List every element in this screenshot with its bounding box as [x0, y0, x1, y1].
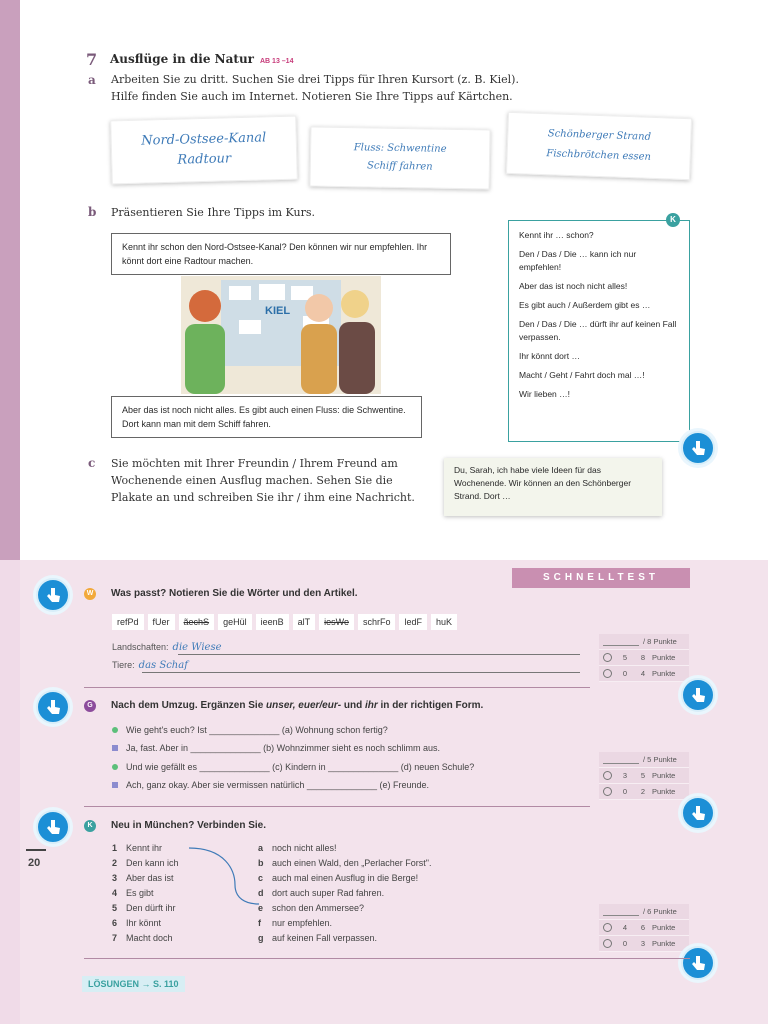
match-letter: a [258, 843, 264, 853]
word-tile: ledF [399, 614, 427, 630]
illustration-people-poster [181, 276, 381, 394]
score-row-total [599, 904, 689, 920]
match-text: schon den Ammersee? [272, 903, 365, 913]
task-letter-c: c [88, 456, 96, 470]
speech-bubble-bottom: Aber das ist noch nicht alles. Es gibt auch einen Fluss: die Schwentine. Dort kann man mit dem Schiff fahren. [111, 396, 422, 438]
task-a-line1: Arbeiten Sie zu dritt. Suchen Sie drei Tipps für Ihren Kursort (z. B. Kiel). [111, 73, 519, 86]
match-right-item [258, 886, 431, 901]
speaker-a-bullet-icon [112, 727, 118, 733]
task2-title [111, 700, 483, 711]
touch-hand-icon[interactable] [681, 946, 715, 980]
exercise-number: 7 [86, 50, 98, 69]
score-row-low [599, 666, 689, 682]
match-left-item [112, 856, 179, 871]
score-total: / 5 [643, 755, 652, 764]
match-text: Es gibt [126, 888, 154, 898]
tip-card-2-line2: Schiff fahren [366, 160, 433, 173]
match-number: 7 [112, 933, 118, 943]
illustration-svg [181, 276, 381, 394]
score-range-to: 3 [640, 939, 646, 948]
score-range-to: 2 [640, 787, 646, 796]
match-left-item [112, 886, 179, 901]
score-row-low [599, 784, 689, 800]
landscapes-label: Landschaften: [112, 642, 169, 652]
match-number: 4 [112, 888, 118, 898]
score-word: Punkte [652, 923, 676, 932]
word-tile: huK [431, 614, 457, 630]
score-word: Punkte [652, 653, 676, 662]
task-c-line3: Plakate an und schreiben Sie ihr / ihm eine Nachricht. [111, 491, 415, 504]
phrase-item: Wir lieben …! [519, 389, 571, 399]
phrase-item: Aber das ist noch nicht alles! [519, 281, 628, 291]
page-number-rule [26, 849, 46, 851]
smiley-icon [603, 653, 612, 662]
match-text: Den kann ich [126, 858, 179, 868]
match-right-item [258, 871, 431, 886]
match-text: dort auch super Rad fahren. [272, 888, 385, 898]
match-letter: f [258, 918, 261, 928]
task3-title: Neu in München? Verbinden Sie. [111, 820, 267, 831]
word-tile: fUer [148, 614, 175, 630]
animals-line [112, 660, 188, 671]
score-word: Punkte [653, 755, 677, 764]
smiley-icon [603, 923, 612, 932]
phrase-item: Den / Das / Die … dürft ihr auf keinen Fall verpassen. [519, 319, 677, 342]
word-tile: refPd [112, 614, 144, 630]
score-row-mid [599, 650, 689, 666]
match-text: auf keinen Fall verpassen. [272, 933, 378, 943]
exercise-title [110, 52, 293, 66]
match-left-item [112, 931, 179, 946]
score-word: Punkte [653, 907, 677, 916]
score-range-from: 3 [622, 771, 628, 780]
dialog-text: Ach, ganz okay. Aber sie vermissen natürlich ______________ (e) Freunde. [126, 780, 430, 790]
match-number: 6 [112, 918, 118, 928]
speaker-b-bullet-icon [112, 782, 118, 788]
score-total: / 6 [643, 907, 652, 916]
dialog-line-1 [112, 725, 388, 735]
match-right-item [258, 901, 431, 916]
score-blank[interactable] [603, 908, 639, 916]
phrase-item: Macht / Geht / Fahrt doch mal …! [519, 370, 645, 380]
score-blank[interactable] [603, 638, 639, 646]
score-range-to: 5 [640, 771, 646, 780]
score-range-from: 0 [622, 939, 628, 948]
section-divider [84, 687, 590, 688]
smiley-icon [603, 771, 612, 780]
score-row-total [599, 752, 689, 768]
phrase-item: Ihr könnt dort … [519, 351, 580, 361]
word-tile: alT [293, 614, 316, 630]
match-right-item [258, 916, 431, 931]
message-note-card: Du, Sarah, ich habe viele Ideen für das Wochenende. Wir können an den Schönberger Strand. Dort … [444, 458, 662, 516]
match-letter: e [258, 903, 264, 913]
word-tile: ieenB [256, 614, 289, 630]
score-range-from: 4 [622, 923, 628, 932]
match-letter: d [258, 888, 264, 898]
match-text: noch nicht alles! [272, 843, 337, 853]
score-range-from: 0 [622, 787, 628, 796]
loesungen-link[interactable]: LÖSUNGEN → S. 110 [82, 976, 185, 992]
word-tile: geHül [218, 614, 252, 630]
task-b-instruction: Präsentieren Sie Ihre Tipps im Kurs. [111, 206, 315, 219]
touch-hand-icon[interactable] [681, 796, 715, 830]
task-c-line1: Sie möchten mit Ihrer Freundin / Ihrem Freund am [111, 457, 398, 470]
section-divider [84, 806, 590, 807]
score-row-total [599, 634, 689, 650]
match-number: 1 [112, 843, 118, 853]
k-badge-icon: K [666, 213, 680, 227]
g-badge-icon: G [84, 700, 96, 712]
smiley-icon [603, 939, 612, 948]
touch-hand-icon[interactable] [36, 578, 70, 612]
task-letter-b: b [88, 205, 97, 219]
phrase-item: Den / Das / Die … kann ich nur empfehlen! [519, 249, 637, 272]
match-right-item [258, 841, 431, 856]
score-box-task1 [599, 634, 689, 682]
task-c-instruction [111, 455, 415, 506]
score-word: Punkte [653, 637, 677, 646]
task2-title-part: Nach dem Umzug. Ergänzen Sie [111, 700, 267, 711]
phrase-box [508, 220, 690, 442]
word-tile-used: iesWe [319, 614, 354, 630]
exercise-title-text: Ausflüge in die Natur [110, 52, 254, 66]
score-row-low [599, 936, 689, 952]
word-tile: schrFo [358, 614, 396, 630]
match-right-item [258, 856, 431, 871]
w-badge-icon: W [84, 588, 96, 600]
match-text: Ihr könnt [126, 918, 162, 928]
tip-card-3-line1: Schönberger Strand [547, 128, 652, 143]
task-a-line2: Hilfe finden Sie auch im Internet. Notieren Sie Ihre Tipps auf Kärtchen. [111, 90, 513, 103]
task2-title-part: in der richtigen Form. [377, 700, 484, 711]
tip-card-1 [110, 116, 298, 185]
tip-card-3 [506, 112, 692, 180]
smiley-icon [603, 787, 612, 796]
score-range-to: 8 [640, 653, 646, 662]
tip-card-3-line2: Fischbrötchen essen [546, 148, 652, 163]
score-word: Punkte [652, 771, 676, 780]
page-edge-bottom [0, 560, 20, 1024]
animals-answer[interactable]: das Schaf [138, 660, 188, 671]
answer-rule [142, 672, 580, 673]
word-tile-used: ãechS [179, 614, 215, 630]
score-range-to: 4 [640, 669, 646, 678]
match-left-item [112, 871, 179, 886]
tip-card-1-line1: Nord-Ostsee-Kanal [141, 130, 267, 149]
score-range-from: 0 [622, 669, 628, 678]
word-tiles [112, 614, 457, 630]
match-right-item [258, 931, 431, 946]
schnelltest-label: SCHNELLTEST [512, 568, 690, 588]
match-text: Kennt ihr [126, 843, 163, 853]
dialog-line-3 [112, 762, 474, 772]
match-text: Den dürft ihr [126, 903, 176, 913]
touch-hand-icon[interactable] [681, 431, 715, 465]
score-word: Punkte [652, 787, 676, 796]
task2-title-part: ihr [364, 700, 378, 711]
tip-card-2-line1: Fluss: Schwentine [353, 142, 447, 155]
score-row-mid [599, 920, 689, 936]
match-right-column [258, 841, 431, 946]
smiley-icon [603, 669, 612, 678]
touch-hand-icon[interactable] [36, 810, 70, 844]
match-text: auch mal einen Ausflug in die Berge! [272, 873, 419, 883]
match-left-column [112, 841, 179, 946]
score-word: Punkte [652, 669, 676, 678]
phrase-item: Es gibt auch / Außerdem gibt es … [519, 300, 651, 310]
match-letter: g [258, 933, 264, 943]
tip-card-1-line2: Radtour [177, 151, 232, 168]
match-number: 2 [112, 858, 118, 868]
match-text: auch einen Wald, den „Perlacher Forst". [272, 858, 432, 868]
landscapes-answer[interactable]: die Wiese [172, 642, 222, 653]
score-box-task3 [599, 904, 689, 952]
answer-rule [178, 654, 580, 655]
score-word: Punkte [652, 939, 676, 948]
score-range-from: 5 [622, 653, 628, 662]
dialog-text: Ja, fast. Aber in ______________ (b) Wohnzimmer sieht es noch schlimm aus. [126, 743, 440, 753]
match-text: Macht doch [126, 933, 173, 943]
speech-bubble-top: Kennt ihr schon den Nord-Ostsee-Kanal? Den können wir nur empfehlen. Ihr könnt dort eine Radtour machen. [111, 233, 451, 275]
poster-label: KIEL [265, 305, 291, 317]
score-range-to: 6 [640, 923, 646, 932]
section-divider [84, 958, 690, 959]
task-letter-a: a [88, 73, 96, 87]
touch-hand-icon[interactable] [36, 690, 70, 724]
task1-title: Was passt? Notieren Sie die Wörter und den Artikel. [111, 588, 358, 599]
score-blank[interactable] [603, 756, 639, 764]
dialog-text: Und wie gefällt es ______________ (c) Kindern in ______________ (d) neuen Schule? [126, 762, 475, 772]
ab-reference: AB 13 –14 [260, 58, 294, 65]
match-letter: c [258, 873, 264, 883]
task2-title-part: unser, euer/eur- [266, 700, 342, 711]
match-left-item [112, 916, 179, 931]
match-letter: b [258, 858, 264, 868]
touch-hand-icon[interactable] [681, 678, 715, 712]
match-left-item [112, 901, 179, 916]
dialog-line-2 [112, 743, 440, 753]
task2-title-part: und [341, 700, 365, 711]
match-left-item [112, 841, 179, 856]
task-a-instruction [111, 71, 519, 105]
speaker-b-bullet-icon [112, 745, 118, 751]
match-connector-line [185, 840, 265, 910]
score-box-task2 [599, 752, 689, 800]
score-row-mid [599, 768, 689, 784]
match-number: 3 [112, 873, 118, 883]
match-text: nur empfehlen. [272, 918, 333, 928]
animals-label: Tiere: [112, 660, 135, 670]
dialog-text: Wie geht's euch? Ist ______________ (a) Wohnung schon fertig? [126, 725, 388, 735]
speaker-a-bullet-icon [112, 764, 118, 770]
task-c-line2: Wochenende einen Ausflug machen. Sehen Sie die [111, 474, 393, 487]
dialog-line-4 [112, 780, 429, 790]
phrase-item: Kennt ihr … schon? [519, 230, 594, 240]
score-total: / 8 [643, 637, 652, 646]
k-badge-icon: K [84, 820, 96, 832]
match-number: 5 [112, 903, 118, 913]
match-text: Aber das ist [126, 873, 174, 883]
tip-card-2 [309, 126, 490, 189]
landscapes-line [112, 642, 222, 653]
page-number: 20 [28, 857, 41, 869]
